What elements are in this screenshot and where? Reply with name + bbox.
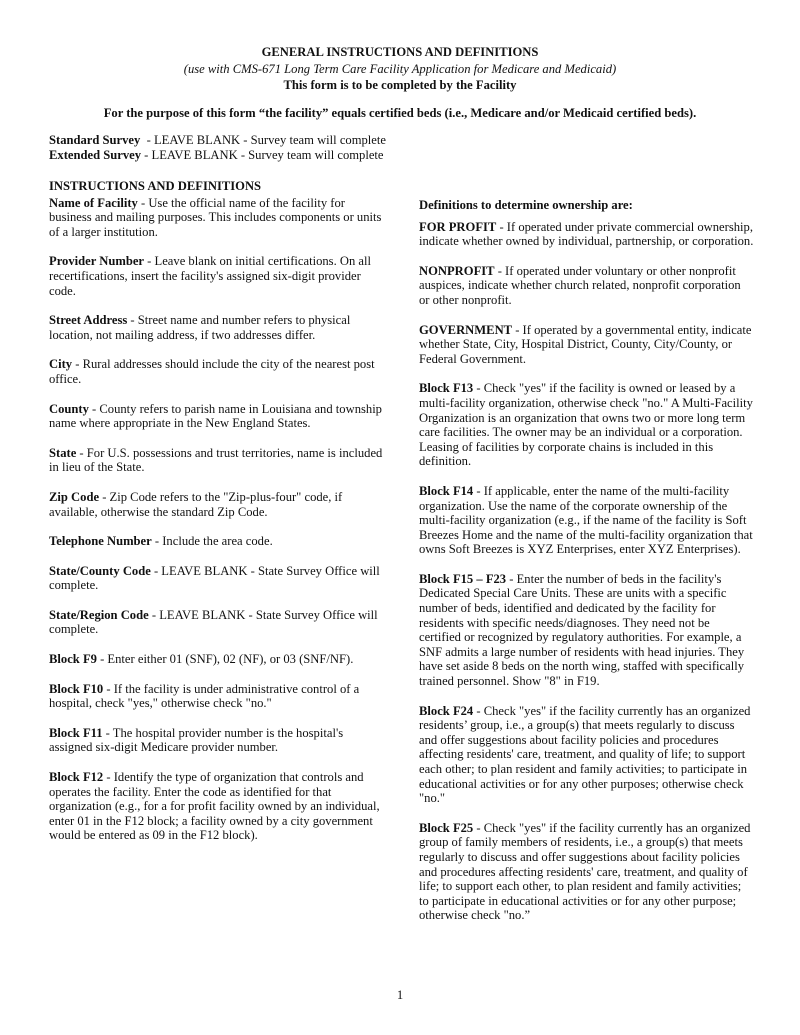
standard-survey-term: Standard Survey: [49, 133, 141, 147]
item-text: - County refers to parish name in Louisiana and township name where appropriate in the New England States.: [49, 401, 382, 431]
standard-survey-text: - LEAVE BLANK - Survey team will complete: [140, 133, 386, 147]
item-term: Block F10: [49, 681, 104, 696]
item-term: Block F13: [419, 381, 474, 396]
item-block-f14: [419, 484, 754, 557]
item-text: - Enter the number of beds in the facility's Dedicated Special Care Units. These are units with a specific number of beds, identified and dedicated by the facility for residents with specific needs/diagnoses. They need not be certified or recognized by regulatory authorities. For example, a SNF admits a large number of residents with head injuries. They have set aside 8 beds on the north wing, staffed with specifically trained personnel. Show "8" in F19.: [419, 571, 745, 689]
item-text: - Enter either 01 (SNF), 02 (NF), or 03 (SNF/NF).: [96, 652, 354, 667]
item-text: - Rural addresses should include the city of the nearest post office.: [49, 357, 375, 386]
item-term: Street Address: [49, 313, 128, 328]
item-provider-number: [49, 254, 384, 298]
instructions-heading: INSTRUCTIONS AND DEFINITIONS: [49, 179, 262, 193]
item-government: [419, 323, 754, 367]
item-term: GOVERNMENT: [419, 322, 513, 337]
item-term: FOR PROFIT: [419, 219, 497, 234]
standard-survey-line: [49, 133, 449, 148]
item-text: - LEAVE BLANK - State Survey Office will complete.: [49, 607, 378, 637]
item-term: State/County Code: [49, 563, 151, 578]
item-city: [49, 357, 384, 386]
item-state: [49, 446, 384, 475]
item-block-f24: [419, 704, 754, 806]
completed-by-note: This form is to be completed by the Facility: [283, 78, 517, 92]
item-term: Block F25: [419, 820, 474, 835]
left-column: [49, 179, 384, 843]
item-text: - If operated under voluntary or other nonprofit auspices, indicate whether church related, nonprofit corporation or other nonprofit.: [419, 263, 741, 307]
item-county: [49, 402, 384, 431]
item-term: NONPROFIT: [419, 263, 495, 278]
item-term: Block F24: [419, 703, 474, 718]
item-state-county-code: [49, 564, 384, 593]
right-column: [419, 198, 754, 923]
item-term: Provider Number: [49, 254, 145, 269]
item-text: - Check "yes" if the facility currently has an organized residents’ group, i.e., a group(s) that meets regularly to discuss and offer suggestions about facility policies and procedures affecting residents' care, treatment, and quality of life; to support each other; to plan resident and family activities; to participate in educational activities or for any other purposes; otherwise check "no.": [419, 703, 751, 806]
item-term: State/Region Code: [49, 607, 149, 622]
item-state-region-code: [49, 608, 384, 637]
item-telephone-number: [49, 534, 384, 549]
item-term: Telephone Number: [49, 534, 152, 549]
item-term: Name of Facility: [49, 195, 138, 210]
item-term: Block F15 – F23: [419, 571, 507, 586]
page-number: 1: [396, 988, 404, 1002]
document-title: GENERAL INSTRUCTIONS AND DEFINITIONS: [261, 45, 539, 59]
item-term: Zip Code: [49, 489, 100, 504]
item-term: Block F11: [49, 725, 103, 740]
item-text: - Check "yes" if the facility is owned or leased by a multi-facility organization, otherwise check "no." A Multi-Facility Organization is an organization that owns two or more long term care facilities. The owner may be an individual or a corporation. Leasing of facilities by corporate chains is included in this definition.: [419, 381, 753, 469]
item-text: - If the facility is under administrative control of a hospital, check "yes," otherwise check "no.": [49, 681, 360, 711]
item-text: - Identify the type of organization that controls and operates the facility. Enter the code as identified for that organization (e.g., for a for profit facility owned by an individual, enter 01 in the F12 block; a facility owned by a city government would be entered as 09 in the F12 block).: [49, 770, 380, 843]
item-block-f15-f23: [419, 572, 754, 689]
ownership-definitions-heading: Definitions to determine ownership are:: [419, 198, 633, 212]
item-name-of-facility: [49, 196, 384, 240]
item-text: - If operated under private commercial ownership, indicate whether owned by individual, partnership, or corporation.: [419, 219, 754, 249]
item-term: Block F9: [49, 652, 97, 667]
item-term: Block F14: [419, 483, 474, 498]
item-term: County: [49, 401, 89, 416]
item-term: City: [49, 357, 73, 372]
document-subtitle: (use with CMS-671 Long Term Care Facility Application for Medicare and Medicaid): [183, 62, 617, 76]
extended-survey-term: Extended Survey: [49, 148, 142, 162]
item-nonprofit: [419, 264, 754, 308]
item-text: - LEAVE BLANK - State Survey Office will complete.: [49, 563, 380, 593]
item-block-f13: [419, 381, 754, 469]
item-for-profit: [419, 220, 754, 249]
item-text: - Street name and number refers to physical location, not mailing address, if two addresses differ.: [49, 313, 351, 342]
item-zip-code: [49, 490, 384, 519]
item-street-address: [49, 313, 384, 342]
item-text: - If applicable, enter the name of the multi-facility organization. Use the name of the corporate ownership of the multi-facility organization (e.g., if the name of the facility is Soft Breezes Home and the name of the multi-facility organization that owns Soft Breezes is XYZ Enterprises, enter XYZ Enterprises).: [419, 483, 753, 557]
item-block-f10: [49, 682, 384, 711]
purpose-statement: For the purpose of this form “the facility” equals certified beds (i.e., Medicare and/or Medicaid certified beds).: [103, 106, 697, 120]
item-text: - Check "yes" if the facility currently has an organized group of family members of residents, i.e., a group(s) that meets regularly to discuss and offer suggestions about facility policies and procedures affecting residents' care, treatment, and quality of life; to support each other, to plan resident and family activities; to participate in educational activities or for any other purpose; otherwise check "no.”: [419, 820, 751, 923]
extended-survey-line: [49, 148, 449, 163]
item-block-f25: [419, 821, 754, 923]
item-term: Block F12: [49, 770, 104, 785]
item-text: - For U.S. possessions and trust territories, name is included in lieu of the State.: [49, 445, 383, 475]
item-block-f12: [49, 770, 384, 843]
item-text: - The hospital provider number is the hospital's assigned six-digit Medicare provider number.: [49, 725, 344, 755]
item-block-f11: [49, 726, 384, 755]
item-block-f9: [49, 652, 384, 667]
item-term: State: [49, 445, 77, 460]
extended-survey-text: - LEAVE BLANK - Survey team will complete: [141, 148, 384, 162]
item-text: - Use the official name of the facility for business and mailing purposes. This includes components or units of a larger institution.: [49, 195, 382, 239]
item-text: - Include the area code.: [151, 534, 273, 549]
item-text: - If operated by a governmental entity, indicate whether State, City, Hospital District, County, City/County, or Federal Government.: [419, 322, 752, 366]
item-text: - Leave blank on initial certifications. On all recertifications, insert the facility's assigned six-digit provider code.: [49, 254, 371, 298]
item-text: - Zip Code refers to the "Zip-plus-four" code, if available, otherwise the standard Zip Code.: [49, 489, 343, 519]
